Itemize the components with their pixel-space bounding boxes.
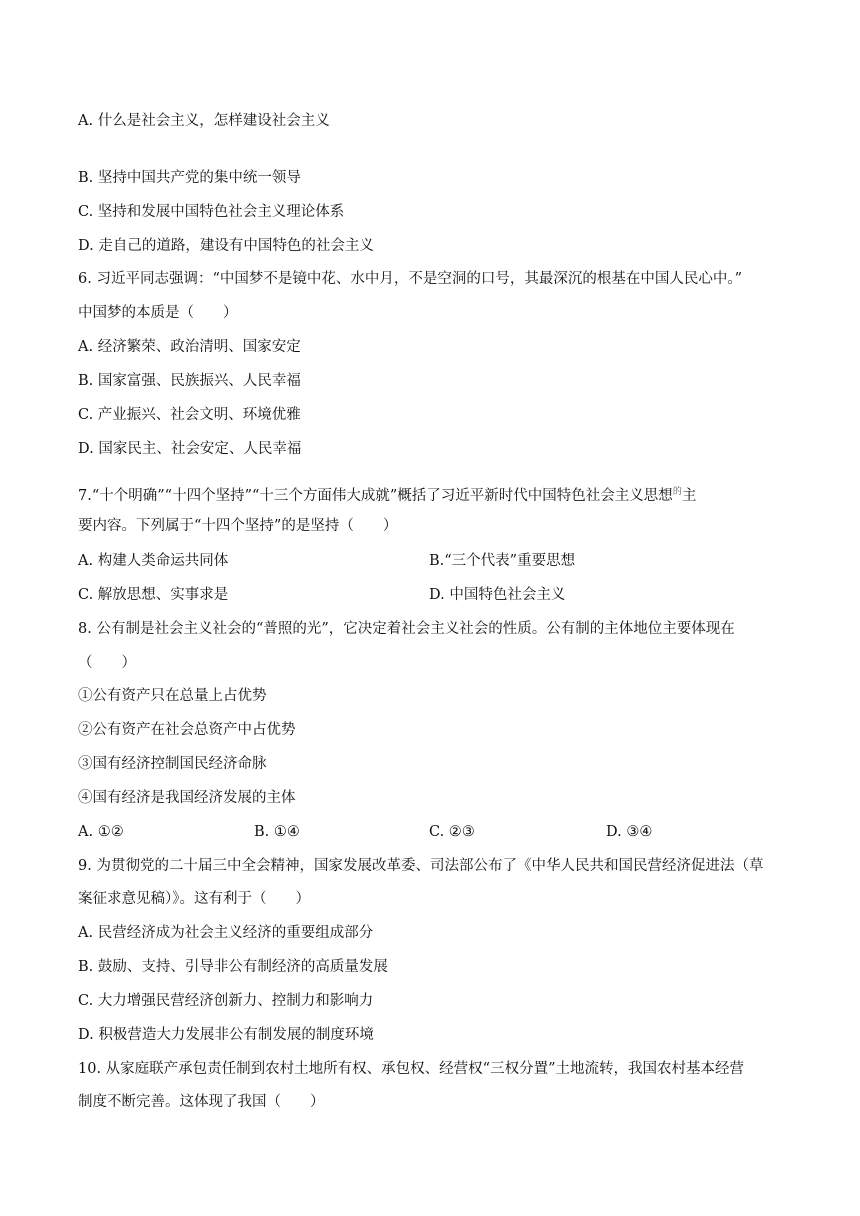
q7-stem-superscript: 的 (672, 487, 682, 497)
q5-option-d: D. 走自己的道路，建设有中国特色的社会主义 (78, 238, 374, 254)
q5-option-a: A. 什么是社会主义，怎样建设社会主义 (78, 113, 330, 129)
q7-stem-text-end: 主 (681, 488, 697, 504)
q8-stem-line2: （ ） (78, 655, 136, 671)
q6-stem-line1: 6. 习近平同志强调：“中国梦不是镜中花、水中月，不是空洞的口号，其最深沉的根基在中国人民心中。” (78, 271, 743, 287)
q7-stem-text: 7.“十个明确”“十四个坚持”“十三个方面伟大成就”概括了习近平新时代中国特色社会主义思想 (78, 488, 673, 504)
q6-option-d: D. 国家民主、社会安定、人民幸福 (78, 441, 302, 457)
q7-stem-line1 (78, 482, 696, 506)
q6-stem-line2: 中国梦的本质是（ ） (78, 305, 238, 321)
q8-statement-2: ②公有资产在社会总资产中占优势 (78, 722, 296, 738)
q8-statement-3: ③国有经济控制国民经济命脉 (78, 756, 267, 772)
q7-option-c: C. 解放思想、实事求是 (78, 587, 229, 603)
q9-option-a: A. 民营经济成为社会主义经济的重要组成部分 (78, 925, 374, 941)
q7-option-d: D. 中国特色社会主义 (429, 587, 566, 603)
q9-stem-line2: 案征求意见稿）》。这有利于（ ） (78, 891, 310, 907)
q5-option-c: C. 坚持和发展中国特色社会主义理论体系 (78, 204, 345, 220)
q9-stem-line1: 9. 为贯彻党的二十届三中全会精神，国家发展改革委、司法部公布了《中华人民共和国民营经济促进法（草 (78, 858, 764, 874)
q8-option-c: C. ②③ (429, 824, 475, 840)
q9-option-d: D. 积极营造大力发展非公有制发展的制度环境 (78, 1027, 374, 1043)
q5-option-b: B. 坚持中国共产党的集中统一领导 (78, 170, 301, 186)
q8-statement-4: ④国有经济是我国经济发展的主体 (78, 790, 296, 806)
q7-stem-line2: 要内容。下列属于“十四个坚持”的是坚持（ ） (78, 518, 398, 534)
q6-option-a: A. 经济繁荣、政治清明、国家安定 (78, 339, 301, 355)
q10-stem-line1: 10. 从家庭联产承包责任制到农村土地所有权、承包权、经营权“三权分置”土地流转，我国农村基本经营 (78, 1061, 744, 1077)
q8-option-b: B. ①④ (254, 824, 300, 840)
q8-stem-line1: 8. 公有制是社会主义社会的“普照的光”，它决定着社会主义社会的性质。公有制的主体地位主要体现在 (78, 621, 735, 637)
q6-option-b: B. 国家富强、民族振兴、人民幸福 (78, 373, 301, 389)
q8-statement-1: ①公有资产只在总量上占优势 (78, 688, 267, 704)
q8-option-a: A. ①② (78, 824, 124, 840)
q9-option-b: B. 鼓励、支持、引导非公有制经济的高质量发展 (78, 959, 388, 975)
q7-option-b: B.“三个代表”重要思想 (429, 553, 576, 569)
q7-option-a: A. 构建人类命运共同体 (78, 553, 229, 569)
q6-option-c: C. 产业振兴、社会文明、环境优雅 (78, 407, 301, 423)
q9-option-c: C. 大力增强民营经济创新力、控制力和影响力 (78, 993, 374, 1009)
q10-stem-line2: 制度不断完善。这体现了我国（ ） (78, 1094, 325, 1110)
q8-option-d: D. ③④ (606, 824, 653, 840)
